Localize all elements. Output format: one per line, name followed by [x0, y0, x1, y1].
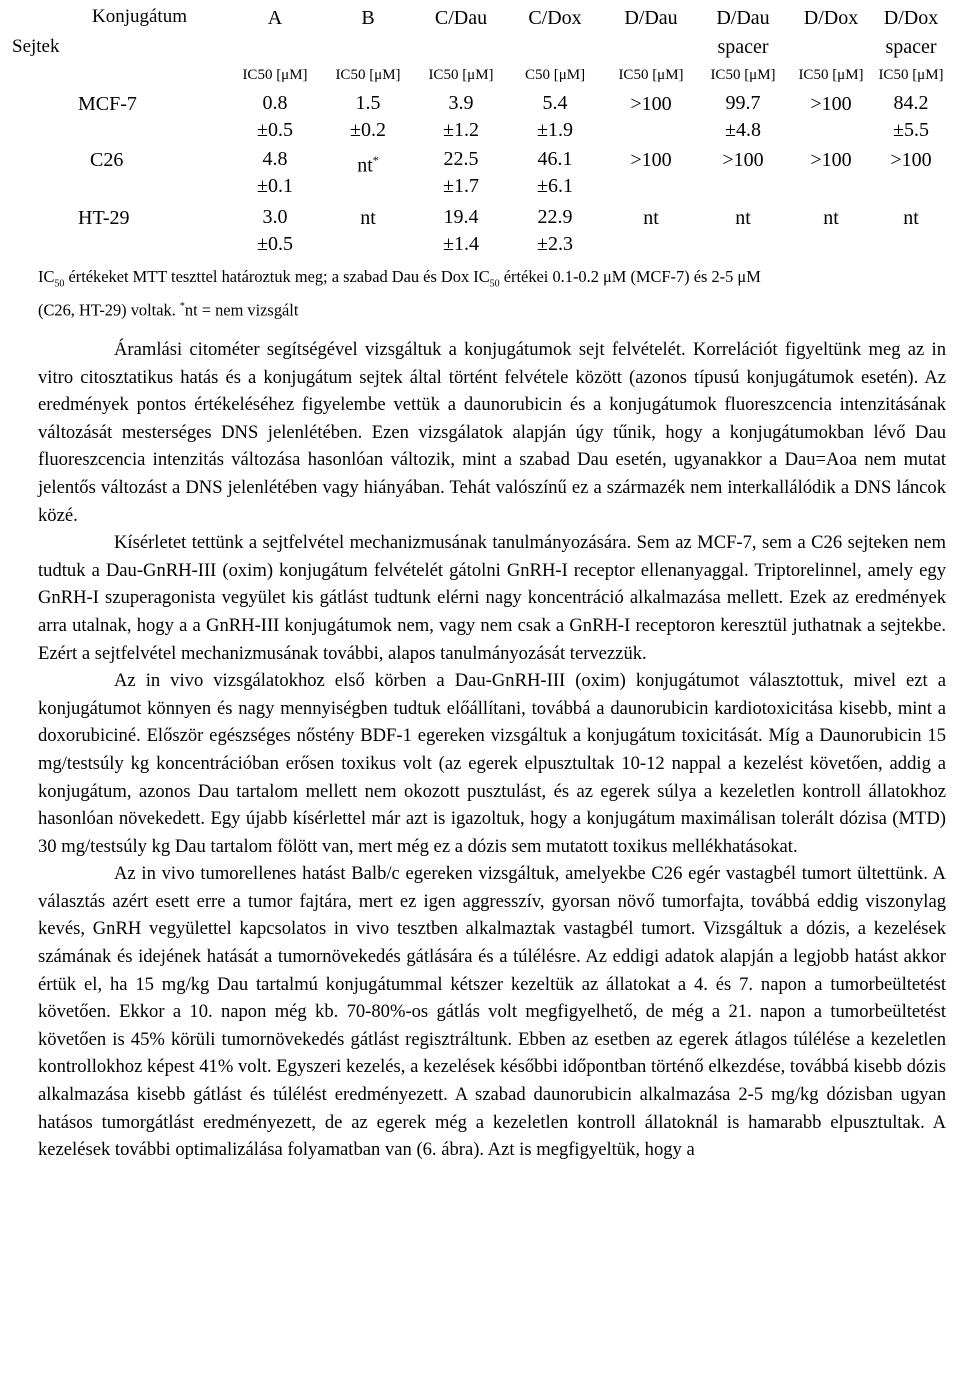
- paragraph-4: Az in vivo tumorellenes hatást Balb/c egereken vizsgáltuk, amelyekbe C26 egér vastagbél tumort ültettünk. A választás azért esett erre a tumor fajtára, mert ez igen aggresszív, gyorsan növő tumorfajta, továbbá eddig viszonylag kevés, GnRH vegyülettel kapcsolatos in vivo tesztben alkalmaztak vastagbél tumort. Vizsgáltuk a dózis, a kezelések számának és idejének hatását a tumornövekedés gátlására és a túlélésre. Az eddigi adatok alapján a legjobb hatást akkor értük el, ha 15 mg/kg Dau tartalmú konjugátummal kétszer kezeltük az állatokat a 4. és 7. napon a tumorbeültetést követően. Ekkor a 10. napon még kb. 70-80%-os gátlás volt megfigyelhető, de még a 21. napon a tumorbeültetést követően is 45% körüli tumornövekedés gátlást regisztráltunk. Ebben az esetben az egerek átlagos túlélése a kezeletlen kontrollokhoz képest 41% volt. Egyszeri kezelés, a kezelések későbbi időpontban történő elkezdése, továbbá kisebb dózis alkalmazása kisebb gátlást és túlélést eredményezett. A szabad daunorubicin alkalmazása 2-5 mg/kg dózisban ugyan hatásos tumorgátlást eredményezett, de az egerek még a kezeletlen kontroll állatoknál is hamarabb elpusztultak. A kezelések további optimalizálása folyamatban van (6. ábra). Azt is megfigyeltük, hogy a: [38, 863, 946, 1161]
- column-header-1: B: [361, 7, 375, 29]
- table-cell: >100: [810, 93, 852, 115]
- note-text-1b: értékei 0.1-0.2 μM (MCF-7) és 2-5 μM: [503, 267, 761, 286]
- table-cell: nt: [643, 207, 659, 229]
- column-unit-6: IC50 [μM]: [798, 67, 864, 83]
- table-cell: 3.0 ±0.5: [257, 206, 293, 255]
- note-text-2: (C26, HT-29) voltak.: [38, 300, 176, 320]
- table-cell: 19.4 ±1.4: [443, 206, 479, 255]
- note-line-2: (C26, HT-29) voltak. *nt = nem vizsgált: [38, 300, 299, 320]
- column-header-4: D/Dau: [624, 7, 678, 29]
- table-cell: 0.8 ±0.5: [257, 92, 293, 141]
- row-label: HT-29: [78, 207, 130, 229]
- table-cell: >100: [890, 149, 932, 171]
- row-label: MCF-7: [78, 93, 137, 115]
- column-header-0: A: [267, 7, 283, 29]
- table-cell: 99.7 ±4.8: [725, 92, 761, 141]
- paragraph-2: Kísérletet tettünk a sejtfelvétel mechanizmusának tanulmányozására. Sem az MCF-7, sem a C26 sejteken nem tudtuk a Dau-GnRH-III (oxim) konjugátum felvételét gátolni GnRH-I receptor ellenanyaggal. Triptorelinnel, amely egy GnRH-I szuperagonista vegyület kis gátlást tudtunk elérni nagy koncentráció alkalmazása mellett. Ezek az eredmények arra utalnak, hogy a a GnRH-III konjugátumok nem, vagy nem csak a GnRH-I receptoron keresztül juthatnak a sejtekbe. Ezért a sejtfelvétel mechanizmusának további, alapos tanulmányozását tervezzük.: [38, 532, 946, 664]
- body-text: [38, 336, 946, 1164]
- column-header-6: D/Dox: [803, 7, 859, 29]
- paragraph-3: Az in vivo vizsgálatokhoz első körben a Dau-GnRH-III (oxim) konjugátumot választottuk, mivel ezt a konjugátumot könnyen és nagy mennyiségben tudtuk előállítani, továbbá a daunorubicin kardiotoxicitása kisebb, mint a doxorubiciné. Először egészséges nőstény BDF-1 egereken vizsgáltuk a konjugátum toxicitását. Míg a Daunorubicin 15 mg/testsúly kg koncentrációban erősen toxikus volt (az egerek elpusztultak 10-12 nappal a kezelést követően, addig a konjugátum, azonos Dau tartalom mellett nem okozott pusztulást, és az egerek súlya a kezeletlen kontroll állatokhoz hasonlóan növekedett. Egy újabb kísérlettel már azt is igazoltuk, hogy a konjugátum maximálisan tolerált dózisa (MTD) 30 mg/testsúly kg Dau tartalom fölött van, mert még ez a dózis sem mutatott toxikus mellékhatásokat.: [38, 670, 946, 857]
- column-header-2: C/Dau: [434, 7, 488, 29]
- column-header-5: D/Dau spacer: [716, 7, 770, 58]
- column-unit-3: C50 [μM]: [524, 67, 586, 83]
- row-label: C26: [90, 149, 124, 171]
- table-cell: 5.4 ±1.9: [537, 92, 573, 141]
- ic50-table: [12, 0, 946, 262]
- note-text-2b: nt = nem vizsgált: [184, 300, 299, 320]
- column-unit-1: IC50 [μM]: [335, 67, 401, 83]
- table-cell: nt: [360, 207, 376, 229]
- table-cell: 84.2 ±5.5: [893, 92, 929, 141]
- table-note: [38, 262, 946, 325]
- table-cell: >100: [810, 149, 852, 171]
- table-cell: >100: [722, 149, 764, 171]
- column-header-3: C/Dox: [528, 7, 582, 29]
- table-cell: 22.9 ±2.3: [537, 206, 573, 255]
- paragraph-1: Áramlási citométer segítségével vizsgáltuk a konjugátumok sejt felvételét. Korrelációt figyeltünk meg az in vitro citosztatikus hatás és a konjugátum sejtek által történt felvétele között (azonos típusú konjugátumok esetén). Az eredmények pontos értékeléséhez figyelembe vettük a daunorubicin és a konjugátumok fluoreszcencia intenzitásának változását mesterséges DNS jelenlétében. Ezen vizsgálatok alapján úgy tűnik, hogy a konjugátumokban lévő Dau fluoreszcencia intenzitás változása hasonlóan változik, mint a szabad Dau esetén, ugyanakkor a Dau=Aoa nem mutat jelentős változást a DNS jelenlétében vagy hiányában. Tehát valószínű ez a származék nem interkallálódik a DNS láncok közé.: [38, 339, 946, 526]
- corner-label-sejtek: Sejtek: [12, 36, 60, 57]
- note-line-1: $IC_{50}$ értékeket MTT teszttel határoztuk meg; a szabad Dau és Dox $IC_{50}$ értékei 0.1-0.2 μM (MCF-7) és 2-5 μM: [38, 267, 761, 290]
- table-cell: 4.8 ±0.1: [257, 148, 293, 197]
- table-cell: nt*: [357, 153, 379, 177]
- table-cell: >100: [630, 93, 672, 115]
- table-cell: nt: [735, 207, 751, 229]
- table-cell: 3.9 ±1.2: [443, 92, 479, 141]
- table-cell: >100: [630, 149, 672, 171]
- table-cell: nt: [903, 207, 919, 229]
- column-unit-4: IC50 [μM]: [618, 67, 684, 83]
- table-cell: 1.5 ±0.2: [350, 92, 386, 141]
- table-corner-cell: [12, 0, 230, 82]
- table-cell: 46.1 ±6.1: [537, 148, 573, 197]
- column-unit-5: IC50 [μM]: [710, 67, 776, 83]
- column-unit-7: IC50 [μM]: [878, 67, 944, 83]
- note-text-1: értékeket MTT teszttel határoztuk meg; a szabad Dau és Dox IC: [68, 267, 490, 286]
- table-cell: 22.5 ±1.7: [443, 148, 479, 197]
- column-unit-0: IC50 [μM]: [242, 67, 308, 83]
- table-cell: nt: [823, 207, 839, 229]
- corner-label-konjugatum: Konjugátum: [92, 6, 187, 27]
- column-header-7: D/Dox spacer: [883, 7, 939, 58]
- column-unit-2: IC50 [μM]: [428, 67, 494, 83]
